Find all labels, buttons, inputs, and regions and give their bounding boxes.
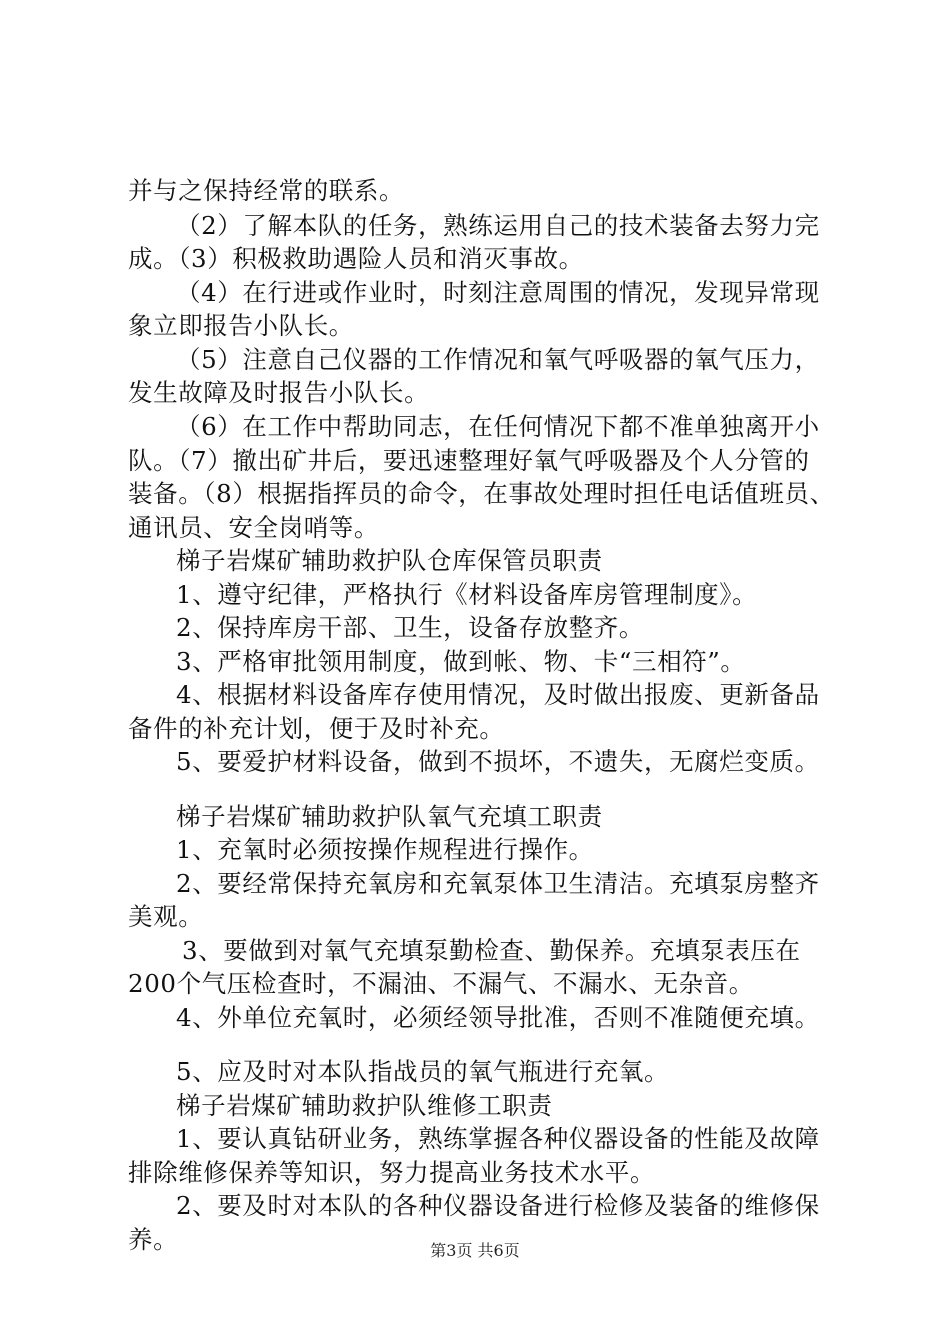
page-number-footer: 第3页 共6页 bbox=[430, 1241, 520, 1260]
body-line: 1、遵守纪律，严格执行《材料设备库房管理制度》。 bbox=[176, 580, 758, 609]
body-line: 并与之保持经常的联系。 bbox=[128, 176, 405, 205]
body-line: （2）了解本队的任务，熟练运用自己的技术装备去努力完 bbox=[176, 211, 820, 240]
body-line: 发生故障及时报告小队长。 bbox=[128, 378, 430, 407]
body-line: 2、要经常保持充氧房和充氧泵体卫生清洁。充填泵房整齐 bbox=[176, 869, 820, 898]
body-line: 养。 bbox=[128, 1225, 179, 1254]
body-line: 美观。 bbox=[128, 902, 204, 931]
body-line: 3、严格审批领用制度，做到帐、物、卡“三相符”。 bbox=[176, 647, 746, 676]
body-line: 成。（3）积极救助遇险人员和消灭事故。 bbox=[128, 244, 584, 273]
body-line: 队。（7）撤出矿井后，要迅速整理好氧气呼吸器及个人分管的 bbox=[128, 446, 810, 475]
body-line: 5、应及时对本队指战员的氧气瓶进行充氧。 bbox=[176, 1057, 670, 1086]
body-line: （5）注意自己仪器的工作情况和氧气呼吸器的氧气压力， bbox=[176, 345, 820, 374]
body-line: 排除维修保养等知识，努力提高业务技术水平。 bbox=[128, 1158, 656, 1187]
body-line: 2、保持库房干部、卫生，设备存放整齐。 bbox=[176, 613, 644, 642]
body-line: 备件的补充计划，便于及时补充。 bbox=[128, 714, 505, 743]
body-line: 1、要认真钻研业务，熟练掌握各种仪器设备的性能及故障 bbox=[176, 1124, 820, 1153]
body-line: 1、充氧时必须按操作规程进行操作。 bbox=[176, 835, 594, 864]
body-line: 装备。（8）根据指挥员的命令，在事故处理时担任电话值班员、 bbox=[128, 479, 835, 508]
body-line: 象立即报告小队长。 bbox=[128, 311, 354, 340]
body-line: （4）在行进或作业时，时刻注意周围的情况，发现异常现 bbox=[176, 278, 820, 307]
body-line: 200个气压检查时，不漏油、不漏气、不漏水、无杂音。 bbox=[128, 969, 754, 998]
body-line: 4、外单位充氧时，必须经领导批准，否则不准随便充填。 bbox=[176, 1003, 820, 1032]
section-heading: 梯子岩煤矿辅助救护队仓库保管员职责 bbox=[176, 546, 603, 575]
body-line: 4、根据材料设备库存使用情况，及时做出报废、更新备品 bbox=[176, 680, 820, 709]
section-heading: 梯子岩煤矿辅助救护队氧气充填工职责 bbox=[176, 802, 603, 831]
section-heading: 梯子岩煤矿辅助救护队维修工职责 bbox=[176, 1091, 553, 1120]
body-line: 3、要做到对氧气充填泵勤检查、勤保养。充填泵表压在 bbox=[182, 936, 801, 965]
body-line: 2、要及时对本队的各种仪器设备进行检修及装备的维修保 bbox=[176, 1191, 820, 1220]
body-line: （6）在工作中帮助同志，在任何情况下都不准单独离开小 bbox=[176, 412, 820, 441]
body-line: 通讯员、安全岗哨等。 bbox=[128, 513, 379, 542]
body-line: 5、要爱护材料设备，做到不损坏，不遗失，无腐烂变质。 bbox=[176, 747, 820, 776]
